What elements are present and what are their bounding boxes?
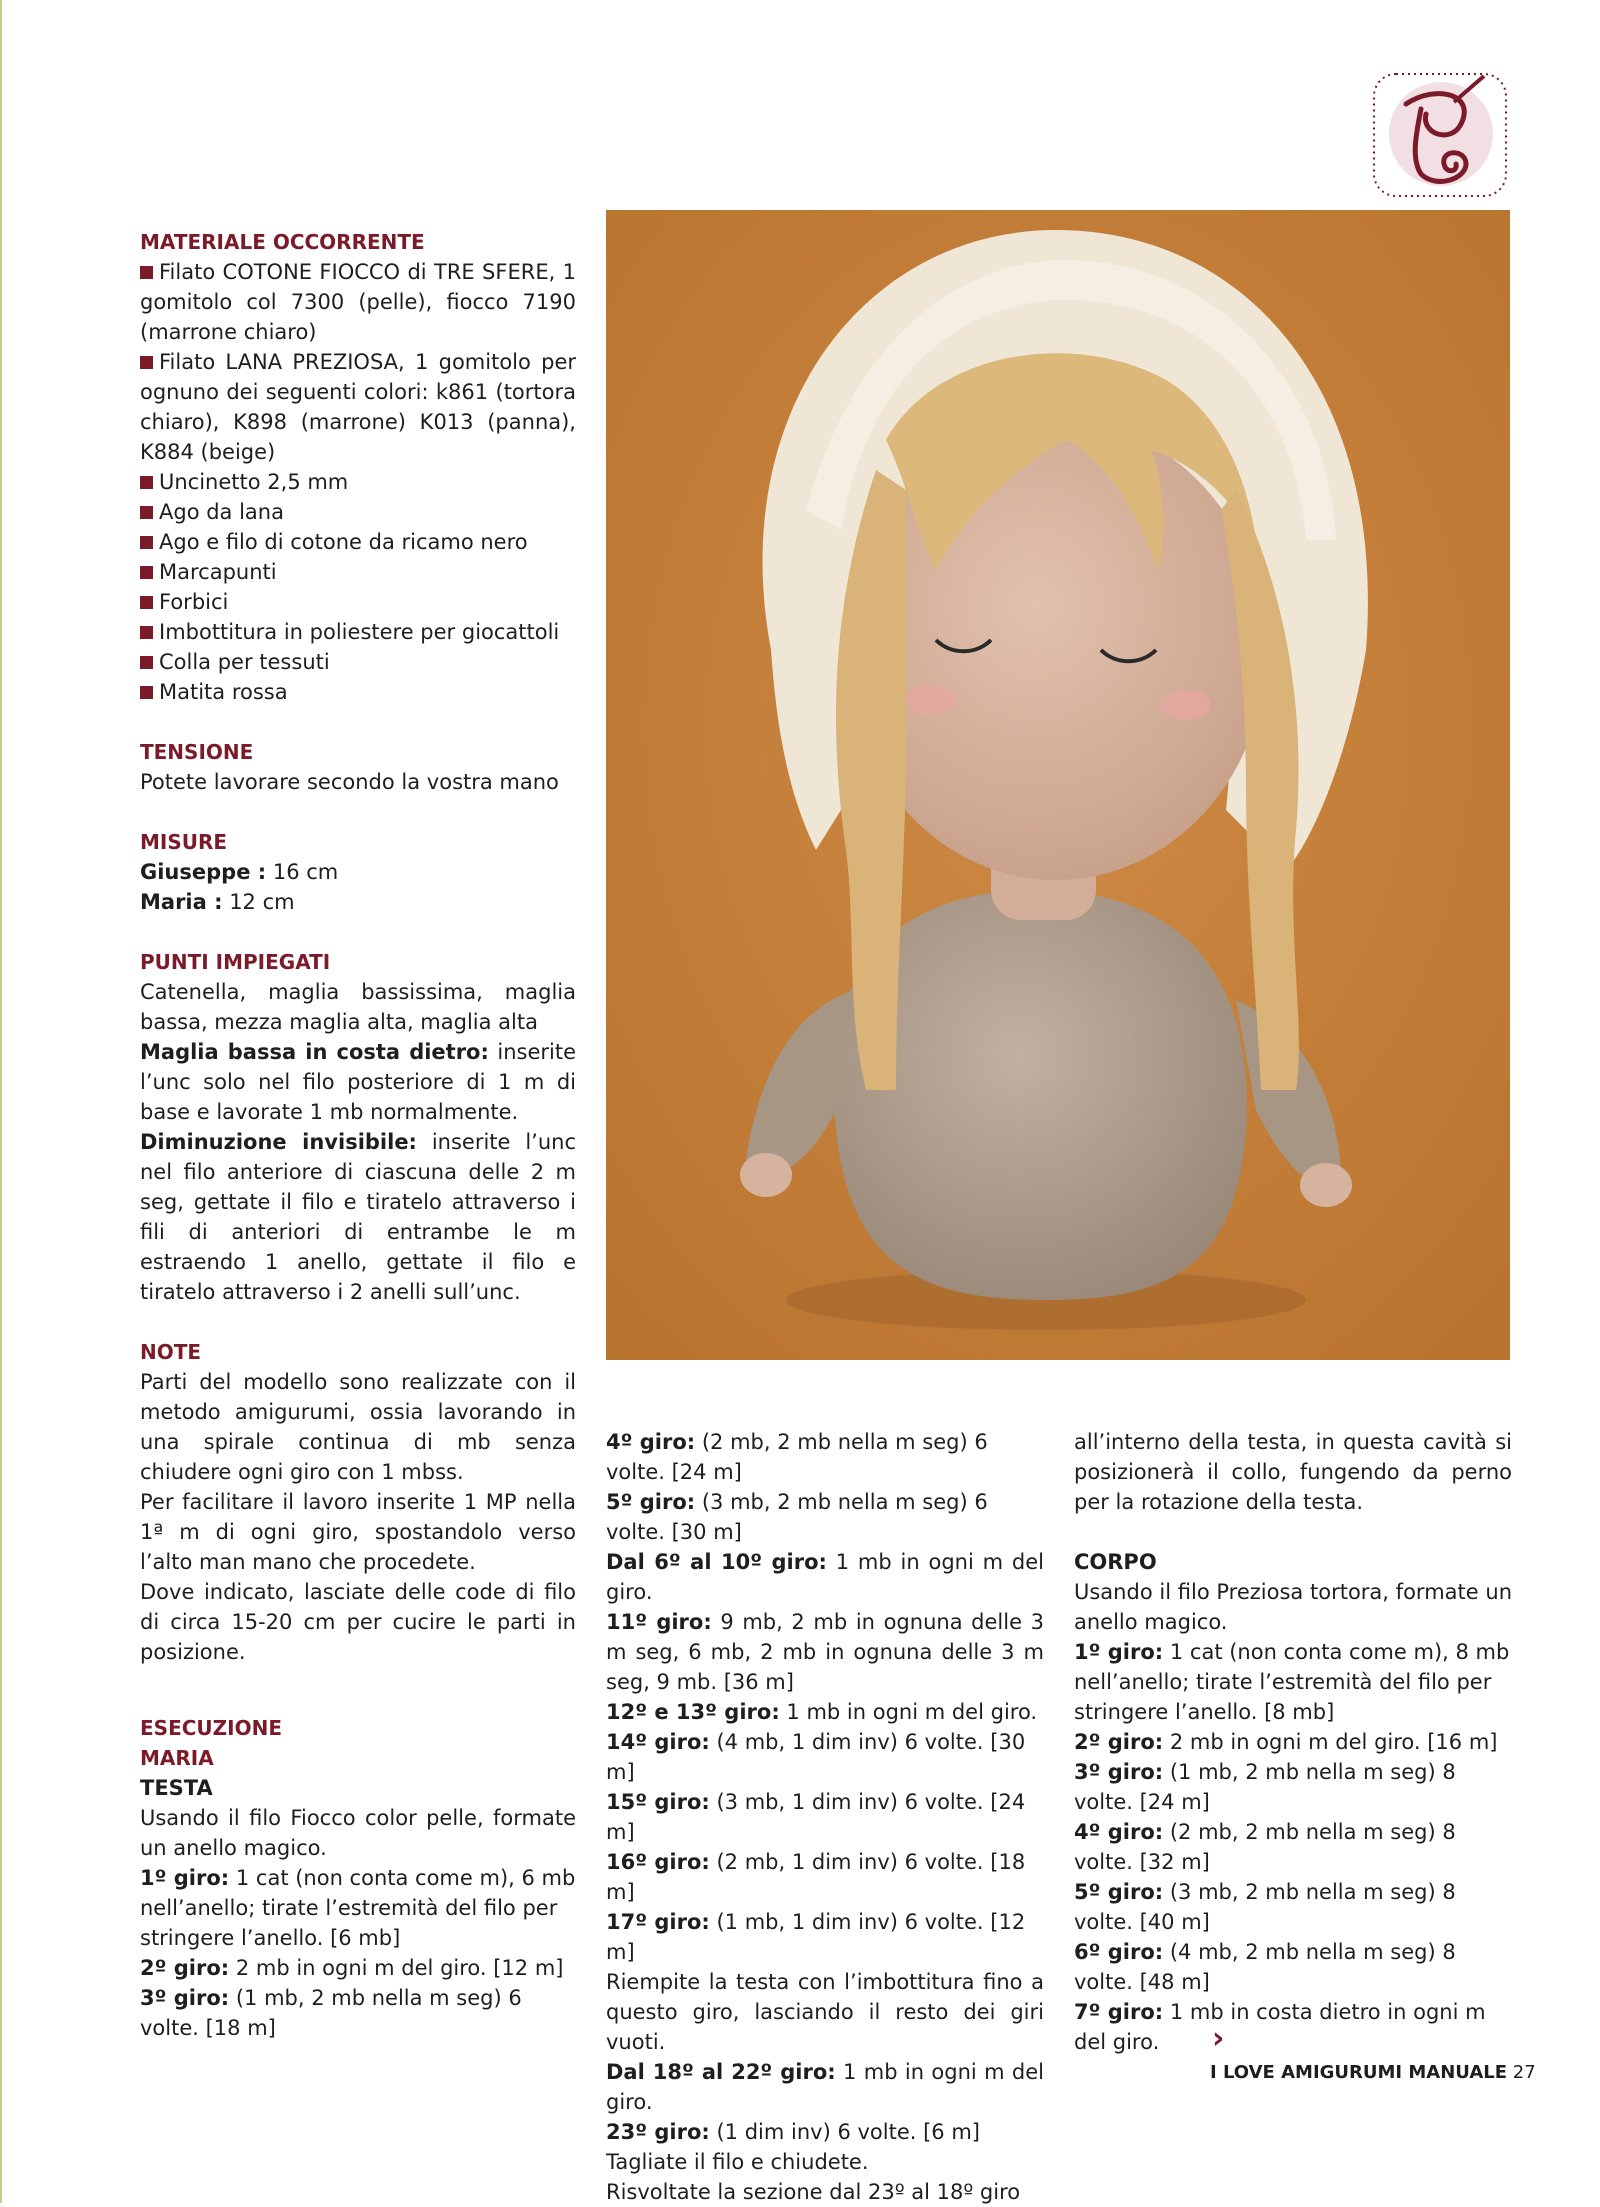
size-giuseppe: Giuseppe : 16 cm <box>140 860 339 884</box>
list-item: Ago da lana <box>140 497 576 527</box>
brand-logo <box>1366 64 1516 206</box>
round-row: 11º giro: 9 mb, 2 mb in ognuna delle 3 m seg, 6 mb, 2 mb in ognuna delle 3 m seg, 9 mb. [36 m] <box>606 1610 1044 1694</box>
round-row: 15º giro: (3 mb, 1 dim inv) 6 volte. [24 m] <box>606 1790 1026 1844</box>
amigurumi-photo <box>606 210 1510 1360</box>
right-column <box>1074 1427 1512 2057</box>
list-item: Marcapunti <box>140 557 576 587</box>
round-row: Risvoltate la sezione dal 23º al 18º giro <box>606 2180 1021 2204</box>
execution-heading: ESECUZIONE <box>140 1716 282 1740</box>
round-row: 3º giro: (1 mb, 2 mb nella m seg) 8 volte. [24 m] <box>1074 1760 1456 1814</box>
round-row: Dal 6º al 10º giro: 1 mb in ogni m del giro. <box>606 1550 1044 1604</box>
middle-column <box>606 1427 1044 2207</box>
bullet-square-icon <box>140 356 153 369</box>
bullet-square-icon <box>140 506 153 519</box>
page-number: 27 <box>1512 2062 1536 2083</box>
list-item: Colla per tessuti <box>140 647 576 677</box>
bullet-square-icon <box>140 536 153 549</box>
size-maria: Maria : 12 cm <box>140 890 295 914</box>
note-paragraph: Dove indicato, lasciate delle code di filo di circa 15-20 cm per cucire le parti in posizione. <box>140 1580 576 1664</box>
round-row: 5º giro: (3 mb, 2 mb nella m seg) 8 volte. [40 m] <box>1074 1880 1456 1934</box>
head-intro: Usando il filo Fiocco color pelle, formate un anello magico. <box>140 1806 576 1860</box>
bullet-square-icon <box>140 626 153 639</box>
round-row: Tagliate il filo e chiudete. <box>606 2150 869 2174</box>
round-row: 2º giro: 2 mb in ogni m del giro. [16 m] <box>1074 1730 1498 1754</box>
round-row: 17º giro: (1 mb, 1 dim inv) 6 volte. [12 m] <box>606 1910 1026 1964</box>
round-row: 5º giro: (3 mb, 2 mb nella m seg) 6 volte. [30 m] <box>606 1490 988 1544</box>
head-continuation: all’interno della testa, in questa cavità si posizionerà il collo, fungendo da perno per la rotazione della testa. <box>1074 1430 1512 1514</box>
round-row: 12º e 13º giro: 1 mb in ogni m del giro. <box>606 1700 1038 1724</box>
page-footer <box>1210 2062 1536 2083</box>
round-row: 7º giro: 1 mb in costa dietro in ogni m del giro. <box>1074 2000 1486 2054</box>
execution-subheading: MARIA <box>140 1746 214 1770</box>
list-item: Uncinetto 2,5 mm <box>140 467 576 497</box>
stitch-invisible-decrease: Diminuzione invisibile: inserite l’unc nel filo anteriore di ciascuna delle 2 m seg, gettate il filo e tiratelo attraverso i fili di anteriori di entrambe le m estraendo 1 anello, gettate il filo e tiratelo attraverso i 2 anelli sull’unc. <box>140 1130 577 1304</box>
list-item: Filato LANA PREZIOSA, 1 gomitolo per ognuno dei seguenti colori: k861 (tortora chiaro), K898 (marrone) K013 (panna), K884 (beige) <box>140 350 576 464</box>
list-item: Ago e filo di cotone da ricamo nero <box>140 527 576 557</box>
bullet-square-icon <box>140 686 153 699</box>
body-heading: CORPO <box>1074 1550 1157 1574</box>
round-row: 1º giro: 1 cat (non conta come m), 8 mb nell’anello; tirate l’estremità del filo per stringere l’anello. [8 mb] <box>1074 1640 1510 1724</box>
round-row: 14º giro: (4 mb, 1 dim inv) 6 volte. [30 m] <box>606 1730 1026 1784</box>
round-row: Riempite la testa con l’imbottitura fino a questo giro, lasciando il resto dei giri vuoti. <box>606 1970 1044 2054</box>
round-row: 23º giro: (1 dim inv) 6 volte. [6 m] <box>606 2120 980 2144</box>
tension-text: Potete lavorare secondo la vostra mano <box>140 770 559 794</box>
bullet-square-icon <box>140 476 153 489</box>
materials-heading: MATERIALE OCCORRENTE <box>140 230 425 254</box>
round-row: 6º giro: (4 mb, 2 mb nella m seg) 8 volte. [48 m] <box>1074 1940 1456 1994</box>
bullet-square-icon <box>140 656 153 669</box>
round-row: 3º giro: (1 mb, 2 mb nella m seg) 6 volte. [18 m] <box>140 1986 522 2040</box>
round-row: 4º giro: (2 mb, 2 mb nella m seg) 8 volte. [32 m] <box>1074 1820 1456 1874</box>
list-item: Imbottitura in poliestere per giocattoli <box>140 617 576 647</box>
tension-heading: TENSIONE <box>140 740 254 764</box>
round-row: 16º giro: (2 mb, 1 dim inv) 6 volte. [18 m] <box>606 1850 1026 1904</box>
bullet-square-icon <box>140 596 153 609</box>
note-paragraph: Per facilitare il lavoro inserite 1 MP nella 1ª m di ogni giro, spostandolo verso l’alto man mano che procedete. <box>140 1490 576 1574</box>
list-item: Filato COTONE FIOCCO di TRE SFERE, 1 gomitolo col 7300 (pelle), fiocco 7190 (marrone chiaro) <box>140 260 576 344</box>
stitches-heading: PUNTI IMPIEGATI <box>140 950 331 974</box>
notes-heading: NOTE <box>140 1340 202 1364</box>
stitches-text: Catenella, maglia bassissima, maglia bassa, mezza maglia alta, maglia alta <box>140 980 576 1034</box>
body-intro: Usando il filo Preziosa tortora, formate un anello magico. <box>1074 1580 1512 1634</box>
magazine-title: I LOVE AMIGURUMI MANUALE <box>1210 2062 1508 2083</box>
list-item: Matita rossa <box>140 677 576 707</box>
round-row: 4º giro: (2 mb, 2 mb nella m seg) 6 volte. [24 m] <box>606 1430 988 1484</box>
list-item: Forbici <box>140 587 576 617</box>
round-row: Dal 18º al 22º giro: 1 mb in ogni m del giro. <box>606 2060 1044 2114</box>
sizes-heading: MISURE <box>140 830 228 854</box>
round-row: 1º giro: 1 cat (non conta come m), 6 mb nell’anello; tirate l’estremità del filo per stringere l’anello. [6 mb] <box>140 1866 576 1950</box>
note-paragraph: Parti del modello sono realizzate con il metodo amigurumi, ossia lavorando in una spirale continua di mb senza chiudere ogni giro con 1 mbss. <box>140 1370 576 1484</box>
stitch-back-loop: Maglia bassa in costa dietro: inserite l’unc solo nel filo posteriore di 1 m di base e lavorate 1 mb normalmente. <box>140 1040 576 1124</box>
page-edge <box>0 0 2 2203</box>
bullet-square-icon <box>140 566 153 579</box>
part-heading: TESTA <box>140 1776 213 1800</box>
round-row: 2º giro: 2 mb in ogni m del giro. [12 m] <box>140 1956 564 1980</box>
continue-arrow-icon: › <box>1212 2021 1225 2056</box>
bullet-square-icon <box>140 266 153 279</box>
left-column <box>140 227 576 2043</box>
